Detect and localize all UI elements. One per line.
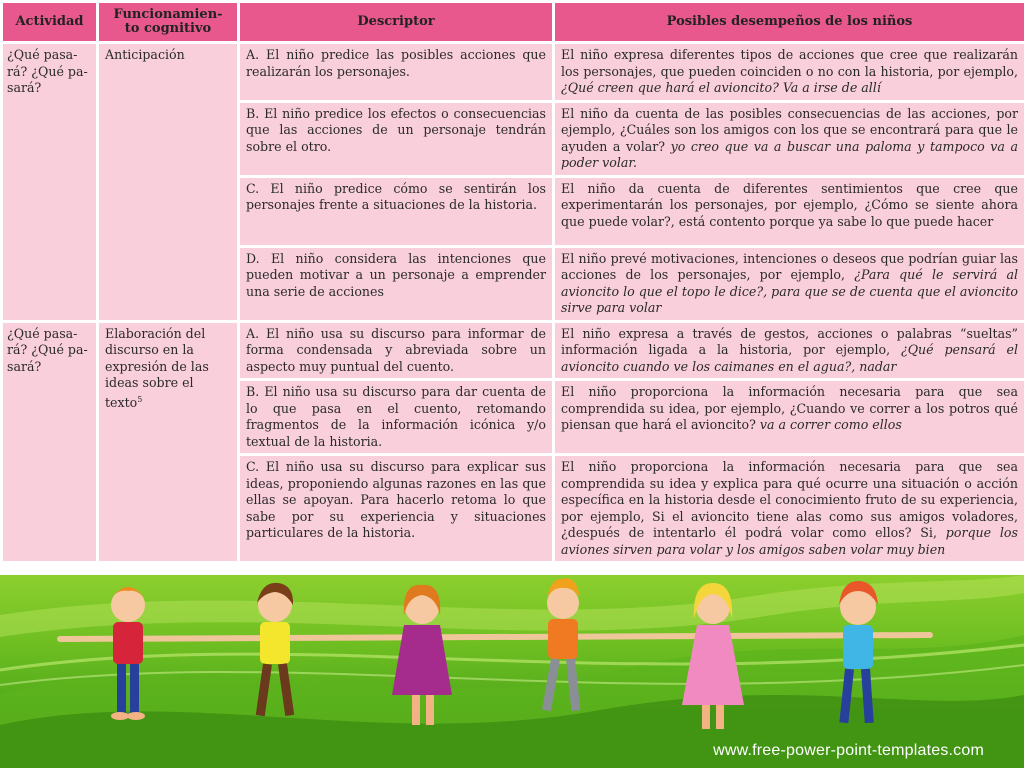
- desempeno-cell: El niño prevé motivaciones, intenciones o deseos que podrían guiar las acciones de los personajes, por ejemplo, ¿Para qué le servirá al avioncito lo que el topo le dice?, para que se de cuenta que el avioncito sirve para volar: [555, 248, 1024, 320]
- table-header-row: [3, 3, 1024, 41]
- header-funcionamiento: Funcionamien- to cognitivo: [99, 3, 237, 41]
- table-row: [3, 44, 1024, 100]
- desempeno-cell: El niño proporciona la información necesaria para que sea comprendida su idea, por ejemplo, ¿Cuando ve correr a los potros qué piensan que hará el avioncito? va a correr como ellos: [555, 381, 1024, 453]
- desempeno-cell: El niño da cuenta de las posibles consecuencias de las acciones, por ejemplo, ¿Cuáles son los amigos con los que se encontrará para que le ayuden a volar? yo creo que va a buscar una paloma y tampoco va a poder volar.: [555, 103, 1024, 175]
- kids-banner: [0, 575, 1024, 768]
- descriptor-cell: B. El niño predice los efectos o consecuencias que las acciones de un personaje tendrán sobre el otro.: [240, 103, 552, 175]
- actividad-cell: ¿Qué pasa-rá? ¿Qué pa-sará?: [3, 323, 96, 562]
- funcionamiento-cell: Elaboración del discurso en la expresión de las ideas sobre el texto$^5$: [99, 323, 237, 562]
- desempeno-cell: El niño proporciona la información necesaria para que sea comprendida su idea y explica para qué ocurre una situación o acción específica en la historia desde el conocimiento fruto de su experiencia, por ejemplo, Si el avioncito tiene alas como sus amigos voladores, ¿después de intentarlo él podrá volar como ellos? Si, porque los aviones sirven para volar y los amigos saben volar muy bien: [555, 456, 1024, 561]
- actividad-cell: ¿Qué pasa-rá? ¿Qué pa-sará?: [3, 44, 96, 320]
- table-row: [3, 323, 1024, 379]
- descriptor-cell: D. El niño considera las intenciones que pueden motivar a un personaje a emprender una serie de acciones: [240, 248, 552, 320]
- descriptor-cell: C. El niño predice cómo se sentirán los personajes frente a situaciones de la historia.: [240, 178, 552, 245]
- website-url: www.free-power-point-templates.com: [713, 742, 984, 759]
- desempeno-cell: El niño expresa diferentes tipos de acciones que cree que realizarán los personajes, que pueden coinciden o no con la historia, por ejemplo, ¿Qué creen que hará el avioncito? Va a irse de allí: [555, 44, 1024, 100]
- desempeno-cell: El niño expresa a través de gestos, acciones o palabras “sueltas” información ligada a la historia, por ejemplo, ¿Qué pensará el avioncito cuando ve los caimanes en el agua?, nadar: [555, 323, 1024, 379]
- kids-illustration: [0, 575, 1024, 768]
- descriptor-cell: C. El niño usa su discurso para explicar sus ideas, proponiendo algunas razones en las que ellas se apoyan. Para hacerlo retoma lo que sabe por su experiencia y situaciones particulares de la historia.: [240, 456, 552, 561]
- descriptor-cell: A. El niño predice las posibles acciones que realizarán los personajes.: [240, 44, 552, 100]
- footnote-marker: 5: [137, 394, 143, 404]
- header-actividad: Actividad: [3, 3, 96, 41]
- funcionamiento-cell: Anticipación: [99, 44, 237, 320]
- header-descriptor: Descriptor: [240, 3, 552, 41]
- desempeno-cell: El niño da cuenta de diferentes sentimientos que cree que experimentarán los personajes, por ejemplo, ¿Cómo se siente ahora que puede volar?, está contento porque ya sabe lo que puede hacer: [555, 178, 1024, 245]
- descriptor-cell: A. El niño usa su discurso para informar de forma condensada y abreviada sobre un aspecto muy puntual del cuento.: [240, 323, 552, 379]
- header-desempenos: Posibles desempeños de los niños: [555, 3, 1024, 41]
- descriptor-cell: B. El niño usa su discurso para dar cuenta de lo que pasa en el cuento, retomando fragmentos de la información icónica y/o textual de la historia.: [240, 381, 552, 453]
